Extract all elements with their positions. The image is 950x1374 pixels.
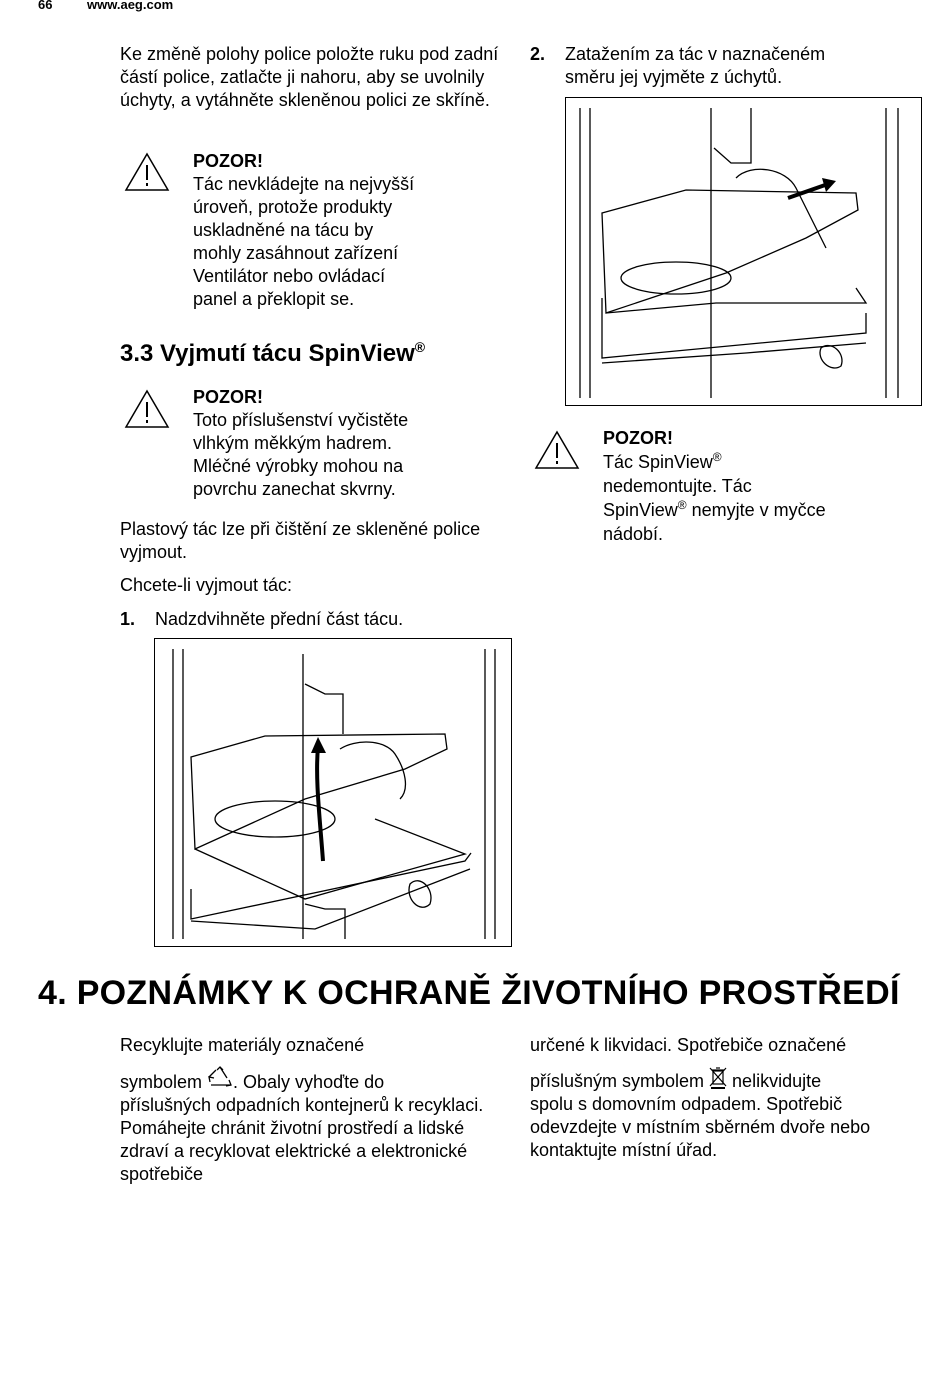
step-1: [120, 608, 510, 631]
page-number: 66: [38, 0, 53, 12]
step-2: [530, 43, 875, 87]
intro-paragraph: Ke změně polohy police položte ruku pod zadní částí police, zatlačte ji nahoru, aby se uvolnily úchyty, a vytáhněte skleněnou polici ze skříně.: [120, 44, 499, 110]
warning-title: POZOR!: [193, 151, 263, 171]
step-number: 1.: [120, 609, 136, 629]
warning-title: POZOR!: [603, 428, 673, 448]
paragraph-tray-removable: Plastový tác lze při čištění ze skleněné police vyjmout.: [120, 519, 481, 562]
warning-title: POZOR!: [193, 387, 263, 407]
figure-pull-tray: [565, 97, 922, 406]
illustration-pull-tray: [566, 98, 921, 405]
warning-icon: [534, 430, 580, 470]
step-number: 2.: [530, 44, 546, 64]
warning-text: Toto příslušenství vyčistěte vlhkým měkkým hadrem. Mléčné výrobky mohou na povrchu zanechat skvrny.: [193, 410, 409, 499]
warning-text: Tác nevkládejte na nejvyšší úroveň, protože produkty uskladněné na tácu by mohly zasáhnout zařízení Ventilátor nebo ovládací panel a překlopit se.: [193, 174, 415, 309]
warning-icon: [124, 389, 170, 429]
crossed-bin-icon: [709, 1066, 727, 1090]
section-4-heading: 4. POZNÁMKY K OCHRANĚ ŽIVOTNÍHO PROSTŘEDÍ: [38, 974, 900, 1012]
recycle-icon: [207, 1066, 233, 1090]
env-left-column: Recyklujte materiály označené symbolem . Obaly vyhoďte do příslušných odpadních kontejnerů k recyklaci. Pomáhejte chránit životní prostředí a lidské zdraví a recyklovat elektrické a elektronické spotřebiče: [120, 1035, 484, 1184]
warning-icon: [124, 152, 170, 192]
step-text: Zatažením za tác v naznačeném směru jej vyjměte z úchytů.: [565, 44, 826, 87]
env-right-column: určené k likvidaci. Spotřebiče označené příslušným symbolem nelikvidujte spolu s domovním odpadem. Spotřebič odevzdejte v místním sběrném dvoře nebo kontaktujte místní úřad.: [530, 1035, 871, 1160]
website-link[interactable]: www.aeg.com: [87, 0, 174, 12]
figure-lift-tray: [154, 638, 512, 947]
step-text: Nadzdvihněte přední část tácu.: [155, 609, 404, 629]
warning-block-3: [603, 427, 903, 546]
illustration-lift-tray: [155, 639, 511, 946]
section-heading: 3.3 Vyjmutí tácu SpinView®: [120, 339, 426, 367]
warning-block-1: [193, 150, 483, 311]
warning-text: Tác SpinView® nedemontujte. Tác SpinView® nemyjte v myčce nádobí.: [603, 450, 826, 544]
warning-block-2: [193, 386, 483, 501]
paragraph-instruction-intro: Chcete-li vyjmout tác:: [120, 575, 293, 595]
